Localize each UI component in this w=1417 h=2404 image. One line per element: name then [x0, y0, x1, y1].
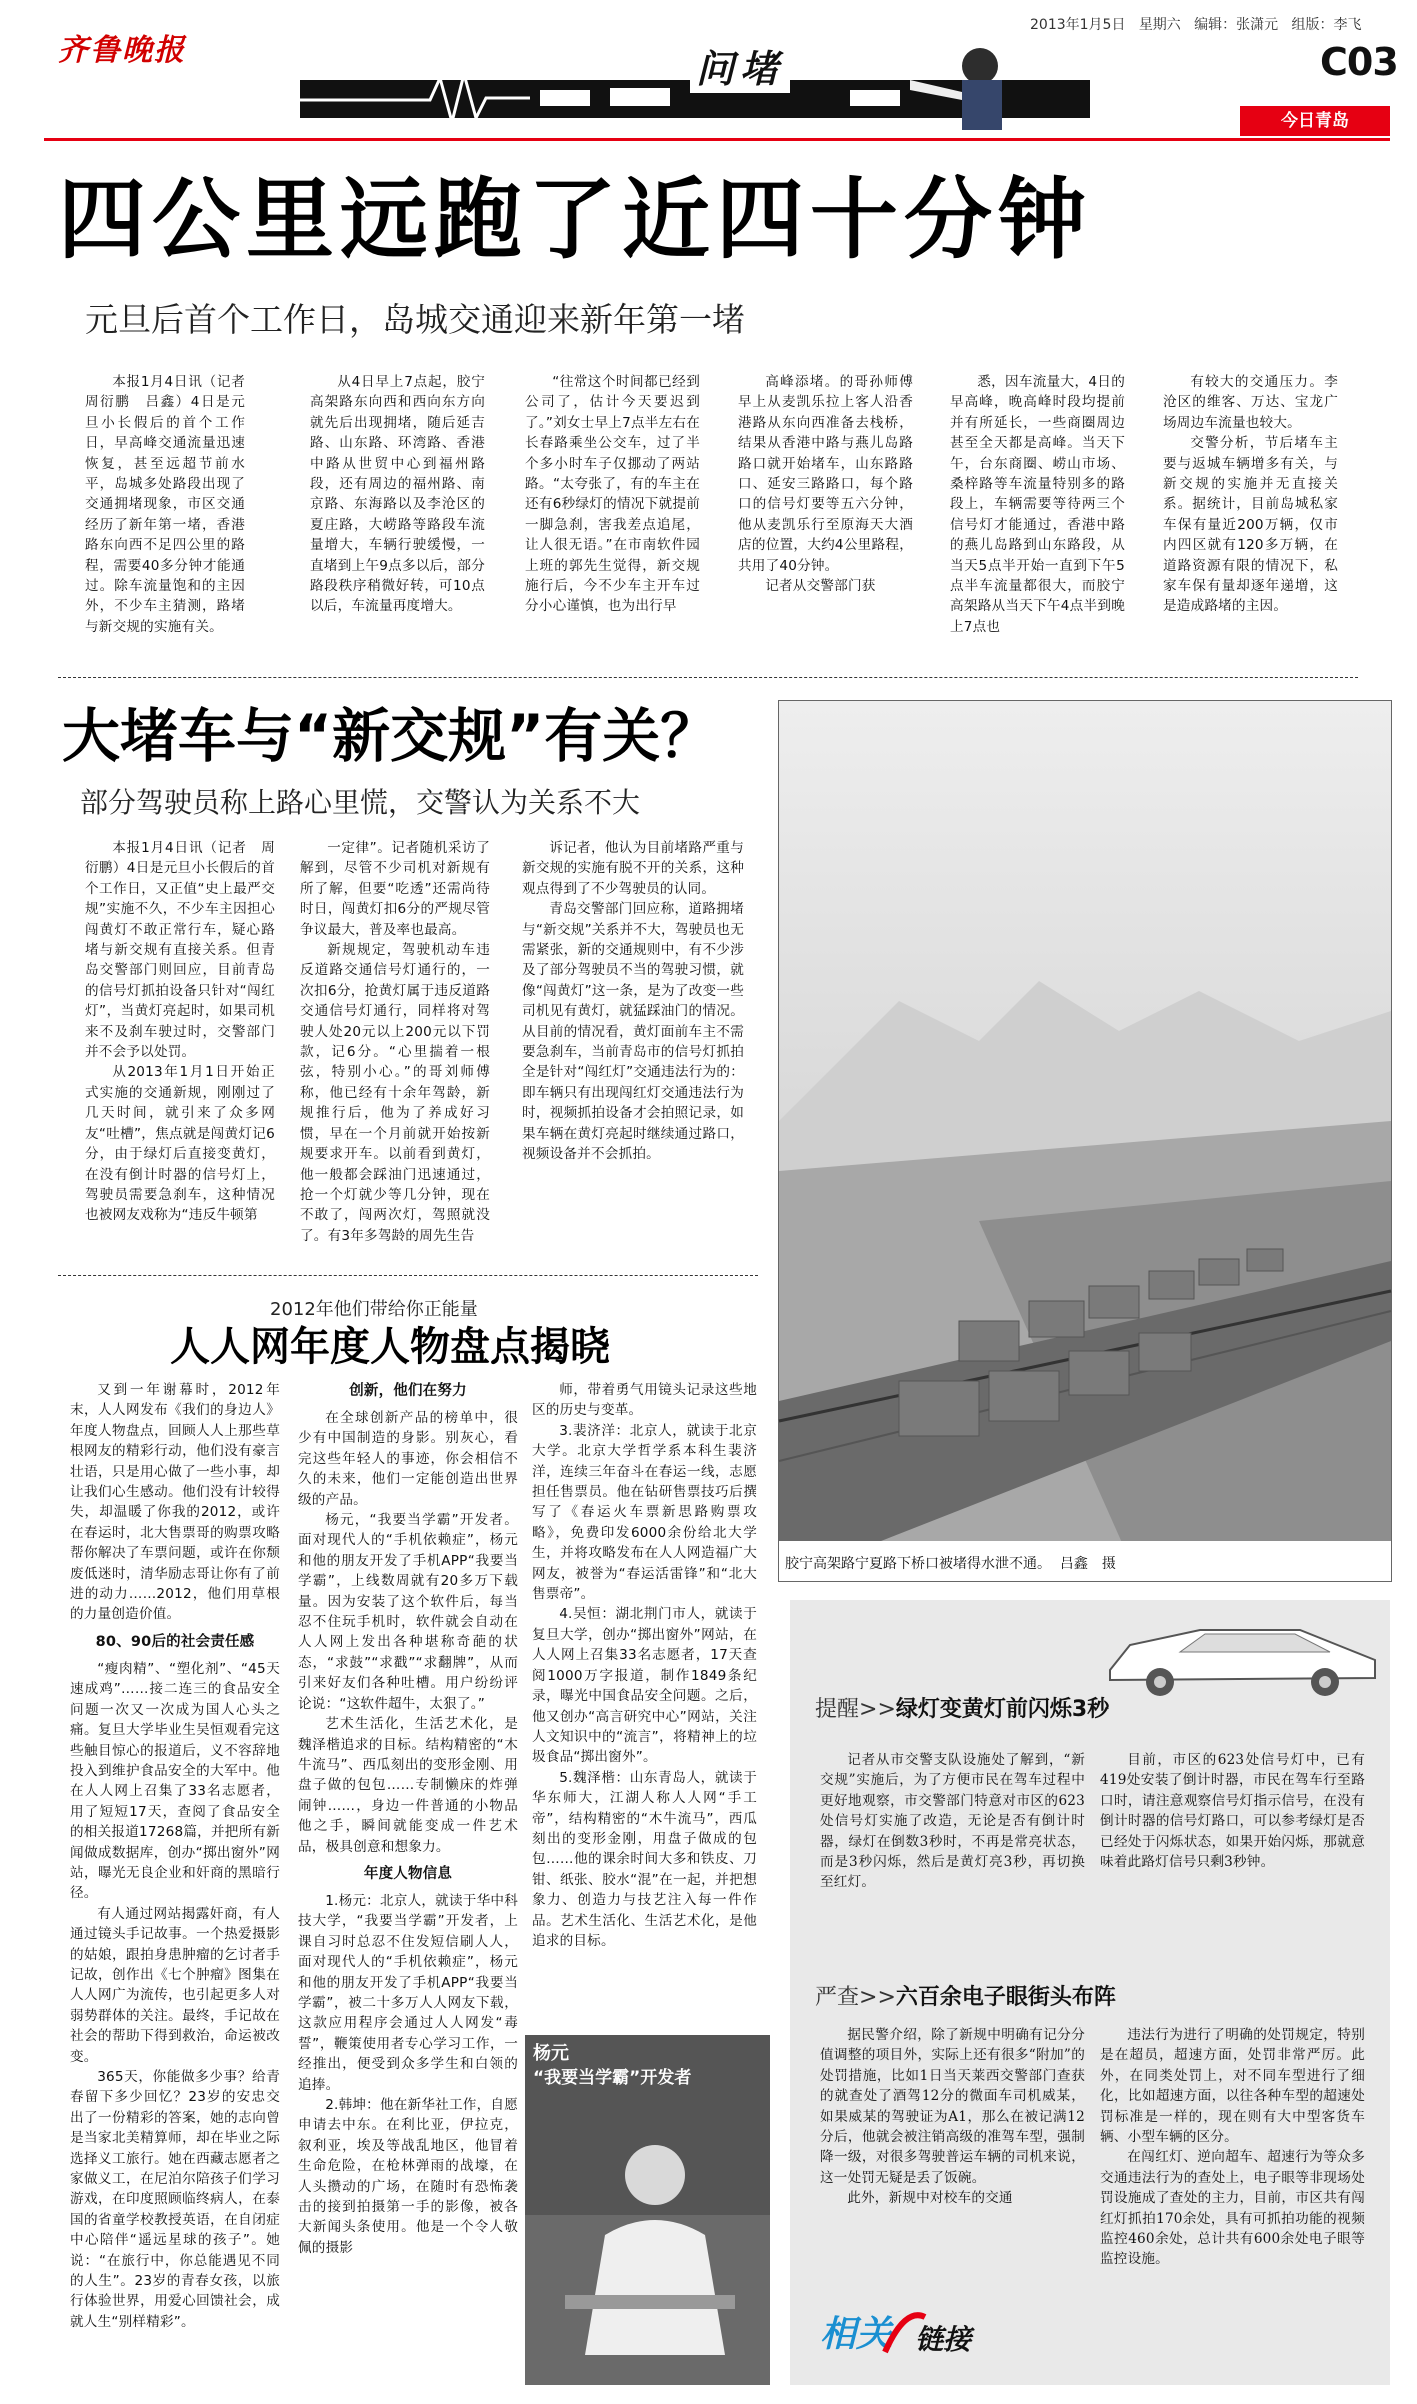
traffic-photo — [778, 700, 1392, 1582]
photo-caption: 胶宁高架路宁夏路下桥口被堵得水泄不通。 吕鑫 摄 — [785, 1556, 1116, 1572]
issue-info — [1030, 14, 1362, 34]
column-title: 问堵 — [690, 38, 790, 93]
person-photo-label: “我要当学霸”开发者 — [533, 2068, 692, 2088]
article1-col6: 有较大的交通压力。李沧区的维客、万达、宝龙广场周边车流量也较大。 交警分析，节后堵车主要与返城车辆增多有关，与新交规的实施并无直接关系。据统计，目前岛城私家车保有量近200万辆，仅市内四区就有120多万辆，在道路资源有限的情况下，私家车保有量却逐年递增，这是造成路堵的主因。 — [1163, 374, 1338, 615]
tip2-title: 六百余电子眼街头布阵 — [895, 1985, 1116, 2010]
tip1-col1: 记者从市交警支队设施处了解到，“新交规”实施后，为了方便市民在驾车过程中更好地观察，市交警部门特意对市区的623处信号灯实施了改造，无论是否有倒计时器，绿灯在倒数3秒时，不再是常亮状态，而是3秒闪烁，然后是黄灯亮3秒，再切换至红灯。 — [820, 1752, 1085, 1891]
article1-divider — [58, 677, 1358, 678]
article2-subheadline: 部分驾驶员称上路心里慌，交警认为关系不大 — [80, 786, 641, 819]
article3-section-heading-1: 80、90后的社会责任感 — [95, 1633, 255, 1650]
issue-weekday: 星期六 — [1138, 17, 1181, 33]
article1-col2: 从4日早上7点起，胶宁高架路东向西和西向东方向就先后出现拥堵，随后延吉路、山东路、环湾路、香港中路从世贸中心到福州路段，还有周边的福州路、南京路、东海路以及李沧区的夏庄路，大崂路等路段车流量增大，车辆行驶缓慢，一直堵到上午9点多以后，部分路段秩序稍微好转，可10点以后，车流量再度增大。 — [310, 374, 485, 615]
masthead-rule — [44, 138, 1390, 141]
tip2-col2: 违法行为进行了明确的处罚规定，特别是在超员，超速方面，处罚非常严厉。此外，在同类处罚上，对不同车型进行了细化，比如超速方面，以往各种车型的超速处罚标准是一样的，现在则有大中型客货车辆、小型车辆的区分。 在闯红灯、逆向超车、超速行为等众多交通违法行为的查处上，电子眼等非现场处罚设施成了查处的主力，目前，市区共有闯红灯抓拍170余处，具有可抓拍功能的视频监控460余处，总计共有600余处电子眼等监控设施。 — [1100, 2027, 1365, 2268]
article2-col3: 诉记者，他认为目前堵路严重与新交规的实施有脱不开的关系，这种观点得到了不少驾驶员的认同。 青岛交警部门回应称，道路拥堵与“新交规”关系并不大，驾驶员也无需紧张，新的交通规则中，有不少涉及了部分驾驶员不当的驾驶习惯，就像“闯黄灯”这一条，是为了改变一些司机见有黄灯，就猛踩油门的情况。从目前的情况看，黄灯面前车主不需要急刹车，当前青岛市的信号灯抓拍全是针对“闯红灯”交通违法行为的：即车辆只有出现闯红灯交通违法行为时，视频抓拍设备才会拍照记录，如果车辆在黄灯亮起时继续通过路口，视频设备并不会抓拍。 — [522, 840, 744, 1163]
article3-section-heading-3: 年度人物信息 — [363, 1865, 453, 1882]
tip1-heading: 提醒>>绿灯变黄灯前闪烁3秒 — [815, 1697, 1110, 1722]
tip1-title: 绿灯变黄灯前闪烁3秒 — [895, 1697, 1110, 1722]
article2-divider — [58, 1275, 758, 1276]
article1-col3: “往常这个时间都已经到公司了，估计今天要迟到了。”刘女士早上7点半左右在长春路乘坐公交车，过了半个多小时车子仅挪动了两站路。“太夸张了，有的车主在还有6秒绿灯的情况下就提前一脚急刹，害我差点追尾，让人很无语。”在市南软件园上班的郭先生觉得，新交规施行后，今不少车主开车过分小心谨慎，也为出行早 — [525, 374, 700, 615]
related-link-badge — [820, 2300, 1010, 2364]
issue-layout-editor: 组版：李飞 — [1291, 17, 1362, 33]
article1-col4: 高峰添堵。的哥孙师傅早上从麦凯乐拉上客人沿香港路从东向西准备去栈桥，结果从香港中路与燕儿岛路路口就开始堵车，山东路路口、延安三路路口，每个路口的信号灯要等五六分钟，他从麦凯乐行至原海天大酒店的位置，大约4公里路程，共用了40分钟。 记者从交警部门获 — [738, 374, 913, 595]
related-label-2: 链接 — [915, 2323, 972, 2356]
issue-date: 2013年1月5日 — [1030, 17, 1126, 33]
newspaper-logo: 齐鲁晚报 — [58, 33, 186, 68]
related-label-1: 相关 — [820, 2314, 893, 2355]
traffic-photo-image — [779, 701, 1391, 1581]
article3-kicker: 2012年他们带给你正能量 — [270, 1299, 478, 1320]
photo-credit: 吕鑫 摄 — [1059, 1556, 1116, 1572]
article2-col1: 本报1月4日讯（记者 周衍鹏）4日是元旦小长假后的首个工作日，又正值“史上最严交规”实施不久，不少车主因担心闯黄灯不敢正常行车，疑心路堵与新交规有直接关系。但青岛交警部门则回应，目前青岛的信号灯抓拍设备只针对“闯红灯”，当黄灯亮起时，如果司机来不及刹车驶过时，交警部门并不会予以处罚。 从2013年1月1日开始正式实施的交通新规，刚刚过了几天时间，就引来了众多网友“吐槽”，焦点就是闯黄灯记6分，由于绿灯后直接变黄灯，在没有倒计时器的信号灯上，驾驶员需要急刹车，这种情况也被网友戏称为“违反牛顿第 — [85, 840, 275, 1224]
article1-col1: 本报1月4日讯（记者 周衍鹏 吕鑫）4日是元旦小长假后的首个工作日，早高峰交通流量迅速恢复，甚至远超节前水平，岛城多处路段出现了交通拥堵现象，市区交通经历了新年第一堵，香港路东向西不足四公里的路程，需要40多分钟才能通过。除车流量饱和的主因外，不少车主猜测，路堵与新交规的实施有关。 — [85, 374, 259, 635]
car-illustration — [1090, 1600, 1390, 1700]
article2-col2: 一定律”。记者随机采访了解到，尽管不少司机对新规有所了解，但要“吃透”还需尚待时日，闯黄灯扣6分的严规尽管争议最大，普及率也最高。 新规规定，驾驶机动车违反道路交通信号灯通行的，一次扣6分，抢黄灯属于违反道路交通信号灯通行，同样将对驾驶人处20元以上200元以下罚款，记6分。“心里揣着一根弦，特别小心。”的哥刘师傅称，他已经有十余年驾龄，新规推行后，他为了养成好习惯，早在一个月前就开始按新规要求开车。以前看到黄灯，他一般都会踩油门迅速通过，抢一个灯就少等几分钟，现在不敢了，闯两次灯，驾照就没了。有3年多驾龄的周先生告 — [300, 840, 490, 1244]
article3-section-heading-2: 创新，他们在努力 — [349, 1383, 467, 1399]
tip2-col1: 据民警介绍，除了新规中明确有记分分值调整的项目外，实际上还有很多“附加”的处罚措施，比如1日当天莱西交警部门查获的就查处了酒驾12分的微面车司机威某，如果威某的驾驶证为A1，那么在被记满12分后，他就会被注销高级的准驾车型，强制降一级，对很多驾驶普运车辆的司机来说，这一处罚无疑是丢了饭碗。 此外，新规中对校车的交通 — [820, 2027, 1085, 2207]
article3-col3: 师，带着勇气用镜头记录这些地区的历史与变革。 3.裴济洋：北京人，就读于北京大学。北京大学哲学系本科生裴济洋，连续三年奋斗在春运一线，志愿担任售票员。他在钻研售票技巧后撰写了《春运火车票新思路购票攻略》，免费印发6000余份给北大学生，并将攻略发布在人人网造福广大网友，被誉为“春运活雷锋”和“北大售票帝”。 4.吴恒：湖北荆门市人，就读于复旦大学，创办“掷出窗外”网站，在人人网上召集33名志愿者，17天查阅1000万字报道，制作1849条纪录，曝光中国食品安全问题。之后，他又创办“高言研究中心”网站，关注人文知识中的“流言”，将精神上的垃圾食品“掷出窗外”。 5.魏泽楷：山东青岛人，就读于华东师大，江湖人称人人网“手工帝”，结构精密的“木牛流马”，西瓜刻出的变形金刚，用盘子做成的包包……他的课余时间大多和铁皮、刀钳、纸张、胶水“混”在一起，并把想象力、创造力与技艺注入每一件作品。艺术生活化、生活艺术化，是他追求的目标。 — [532, 1382, 757, 1949]
tip-box — [790, 1600, 1390, 2385]
article1-subheadline: 元旦后首个工作日，岛城交通迎来新年第一堵 — [85, 300, 745, 339]
article1-col5: 悉，因车流量大，4日的早高峰，晚高峰时段均提前并有所延长，一些商圈周边甚至全天都是高峰。当天下午，台东商圈、崂山市场、桑梓路等车流量特别多的路段上，车辆需要等待两三个信号灯才能通过，香港中路的燕儿岛路到山东路段，从当天5点半开始一直到下午5点半车流量都很大，而胶宁高架路从当天下午4点半到晚上7点也 — [950, 374, 1125, 635]
person-photo — [525, 2035, 770, 2385]
article3-headline: 人人网年度人物盘点揭晓 — [170, 1324, 610, 1370]
person-photo-name: 杨元 — [533, 2043, 569, 2064]
article1-headline: 四公里远跑了近四十分钟 — [58, 168, 1093, 271]
issue-editor: 编辑：张潇元 — [1194, 17, 1279, 33]
masthead — [0, 0, 1417, 140]
article3-col1: 又到一年谢幕时，2012年末，人人网发布《我们的身边人》年度人物盘点，回顾人人上那些草根网友的精彩行动，他们没有豪言壮语，只是用心做了一些小事，却让我们心生感动。他们没有计较得失，却温暖了你我的2012，或许在春运时，北大售票哥的购票攻略帮你解决了车票问题，或许在你颓废低迷时，清华励志哥让你有了前进的动力……2012，他们用草根的力量创造价值。 80、90后的社会责任感 “瘦肉精”、“塑化剂”、“45天速成鸡”……接二连三的食品安全问题一次又一次成为国人心头之痛。复旦大学毕业生吴恒观看完这些触目惊心的报道后，义不容辞地投入到维护食品安全的大军中。他在人人网上召集了33名志愿者，用了短短17天，查阅了食品安全的相关报道17268篇，并把所有新闻做成数据库，创办“掷出窗外”网站，曝光无良企业和奸商的黑暗行径。 有人通过网站揭露奸商，有人通过镜头手记故事。一个热爱摄影的姑娘，跟拍身患肿瘤的乞讨者手记故，创作出《七个肿瘤》图集在人人网广为流传，也引起更多人对弱势群体的关注。最终，手记故在社会的帮助下得到救治，命运被改变。 365天，你能做多少事？给青春留下多少回忆？23岁的安忠交出了一份精彩的答案，她的志向曾是当家北美精算师，却在毕业之际选择义工旅行。她在西藏志愿者之家做义工，在尼泊尔陪孩子们学习游戏，在印度照顾临终病人，在泰国的省童学校教授英语，在自闭症中心陪伴“遥远星球的孩子”。她说：“在旅行中，你总能遇见不同的人生”。23岁的青春女孩，以旅行体验世界，用爱心回馈社会，成就人生“别样精彩”。 — [70, 1382, 280, 2330]
article3-col2: 创新，他们在努力 在全球创新产品的榜单中，很少有中国制造的身影。别灰心，看完这些年轻人的事迹，你会相信不久的未来，他们一定能创造出世界级的产品。 杨元，“我要当学霸”开发者。面对现代人的“手机依赖症”，杨元和他的朋友开发了手机APP“我要当学霸”，上线数周就有20多万下载量。因为安装了这个软件后，每当忍不住玩手机时，软件就会自动在人人网上发出各种堪称奇葩的状态，“求鼓”“求戳”“求翻牌”，从而引来好友们各种吐槽。用户纷纷评论说：“这软件超牛，太狠了。” 艺术生活化，生活艺术化，是魏泽楷追求的目标。结构精密的“木牛流马”、西瓜刻出的变形金刚、用盘子做的包包……专制懒床的炸弹闹钟……，身边一件普通的小物品他之手，瞬间就能变成一件艺术品，极具创意和想象力。 年度人物信息 1.杨元：北京人，就读于华中科技大学，“我要当学霸”开发者，上课自习时总忍不住发短信刷人人，面对现代人的“手机依赖症”，杨元和他的朋友开发了手机APP“我要当学霸”，被二十多万人人网友下载，这款应用程序会通过人人网发“毒誓”，鞭策使用者专心学习工作，一经推出，便受到众多学生和白领的追捧。 2.韩坤：他在新华社工作，自愿申请去中东。在利比亚，伊拉克，叙利亚，埃及等战乱地区，他冒着生命危险，在枪林弹雨的战壕，在人头攒动的广场，在随时有恐怖袭击的接到拍摄第一手的影像，被各大新闻头条使用。他是一个令人敬佩的摄影 — [298, 1380, 518, 2390]
tip2-heading: 严查>>六百余电子眼街头布阵 — [815, 1985, 1116, 2010]
section-label: 今日青岛 — [1240, 106, 1390, 136]
page-number: C03 — [1320, 40, 1398, 84]
tip1-col2: 目前，市区的623处信号灯中，已有419处安装了倒计时器，市民在驾车行至路口时，请注意观察信号灯指示信号，在没有倒计时器的信号灯路口，可以参考绿灯是否已经处于闪烁状态，如果开始闪烁，那就意味着此路灯信号只剩3秒钟。 — [1100, 1752, 1365, 1871]
article2-headline: 大堵车与“新交规”有关？ — [62, 702, 719, 770]
